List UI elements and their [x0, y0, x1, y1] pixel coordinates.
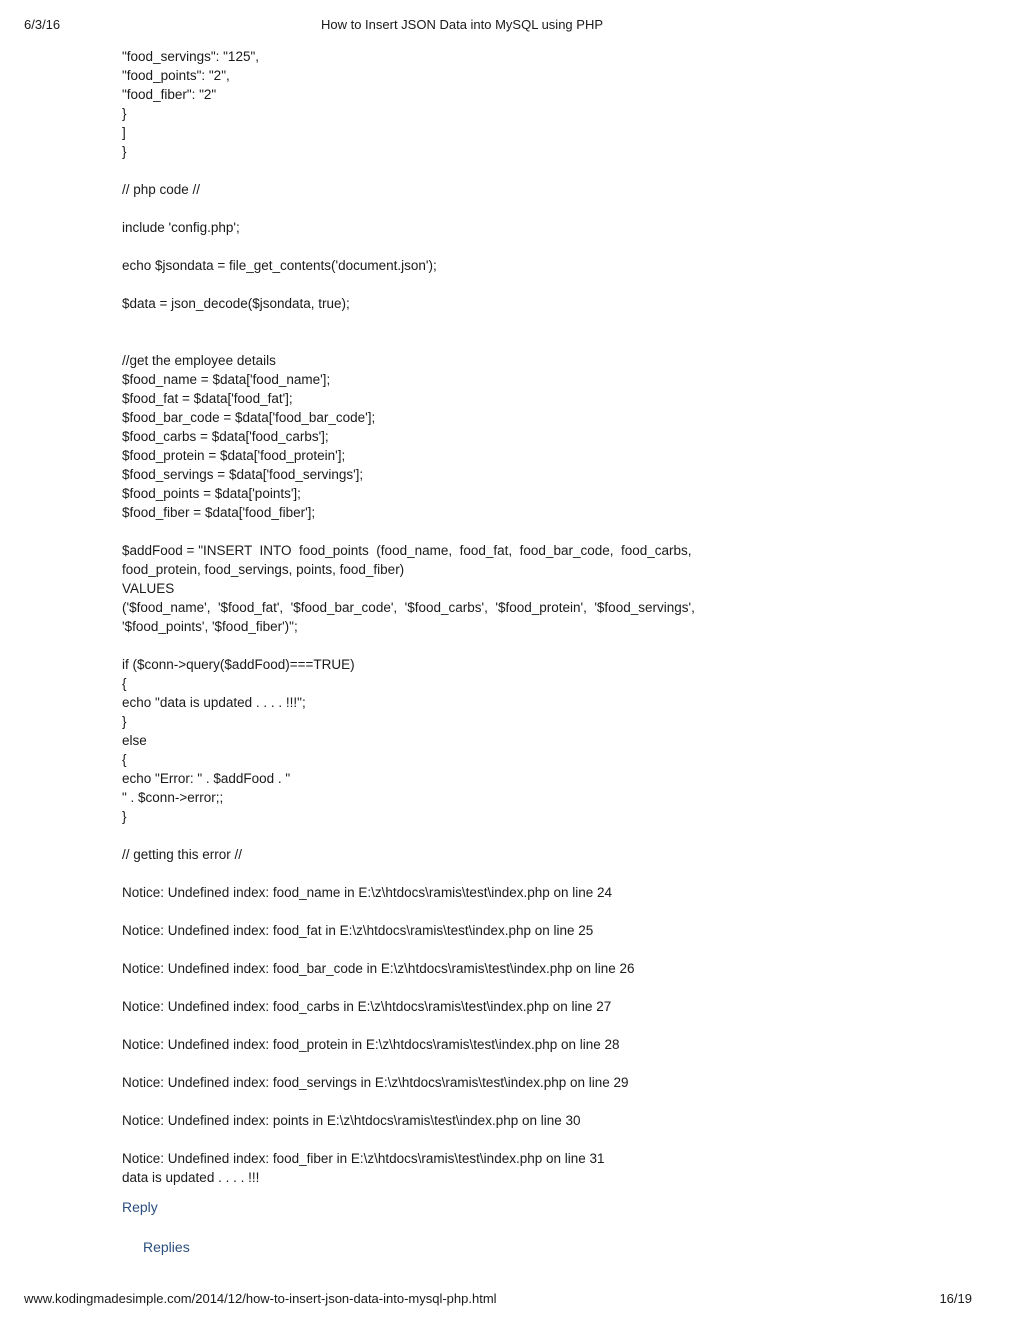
- page-title: How to Insert JSON Data into MySQL using PHP: [320, 17, 603, 32]
- blank-line: [122, 864, 762, 883]
- text-line: if ($conn->query($addFood)===TRUE): [122, 657, 355, 672]
- blank-line: [122, 940, 762, 959]
- text-line: Notice: Undefined index: food_carbs in E:\z\htdocs\ramis\test\index.php on line 27: [122, 999, 612, 1014]
- text-line: }: [122, 714, 127, 729]
- text-line: $food_points = $data['points'];: [122, 486, 301, 501]
- text-line: Notice: Undefined index: food_protein in E:\z\htdocs\ramis\test\index.php on line 28: [122, 1037, 620, 1052]
- blank-line: [122, 161, 762, 180]
- blank-line: [122, 902, 762, 921]
- page-number: 16/19: [939, 1291, 972, 1306]
- text-line: $addFood = "INSERT INTO food_points (food_name, food_fat, food_bar_code, food_carbs,: [122, 543, 692, 558]
- print-header: [0, 16, 1024, 34]
- text-line: {: [122, 752, 127, 767]
- text-line: // getting this error //: [122, 847, 243, 862]
- text-line: else: [122, 733, 147, 748]
- text-line: //get the employee details: [122, 353, 276, 368]
- text-line: $food_name = $data['food_name'];: [122, 372, 331, 387]
- blank-line: [122, 237, 762, 256]
- blank-line: [122, 332, 762, 351]
- blank-line: [122, 1092, 762, 1111]
- blank-line: [122, 313, 762, 332]
- text-line: Notice: Undefined index: food_fat in E:\z\htdocs\ramis\test\index.php on line 25: [122, 923, 594, 938]
- blank-line: [122, 1130, 762, 1149]
- comment-body: [122, 47, 762, 1187]
- text-line: $food_fiber = $data['food_fiber'];: [122, 505, 316, 520]
- text-line: include 'config.php';: [122, 220, 240, 235]
- text-line: "food_points": "2",: [122, 68, 230, 83]
- text-line: "food_servings": "125",: [122, 49, 259, 64]
- print-footer: [0, 1290, 1024, 1308]
- text-line: food_protein, food_servings, points, food_fiber): [122, 562, 405, 577]
- text-line: Notice: Undefined index: food_bar_code in E:\z\htdocs\ramis\test\index.php on line 26: [122, 961, 635, 976]
- print-date: 6/3/16: [24, 17, 61, 32]
- blank-line: [122, 522, 762, 541]
- text-line: data is updated . . . . !!!: [122, 1170, 260, 1185]
- text-line: }: [122, 106, 127, 121]
- text-line: $food_fat = $data['food_fat'];: [122, 391, 293, 406]
- text-line: Notice: Undefined index: points in E:\z\htdocs\ramis\test\index.php on line 30: [122, 1113, 581, 1128]
- blank-line: [122, 275, 762, 294]
- text-line: "food_fiber": "2": [122, 87, 217, 102]
- text-line: // php code //: [122, 182, 201, 197]
- text-line: " . $conn->error;;: [122, 790, 224, 805]
- page-url: www.kodingmadesimple.com/2014/12/how-to-insert-json-data-into-mysql-php.html: [24, 1291, 497, 1306]
- text-line: $food_servings = $data['food_servings'];: [122, 467, 364, 482]
- text-line: VALUES: [122, 581, 175, 596]
- text-line: echo $jsondata = file_get_contents('document.json');: [122, 258, 437, 273]
- reply-link[interactable]: Reply: [122, 1199, 158, 1215]
- text-line: }: [122, 144, 127, 159]
- text-line: ('$food_name', '$food_fat', '$food_bar_code', '$food_carbs', '$food_protein', '$food_servings',: [122, 600, 695, 615]
- blank-line: [122, 1016, 762, 1035]
- text-line: }: [122, 809, 127, 824]
- text-line: ]: [122, 125, 126, 140]
- text-line: {: [122, 676, 127, 691]
- blank-line: [122, 978, 762, 997]
- text-line: Notice: Undefined index: food_name in E:\z\htdocs\ramis\test\index.php on line 24: [122, 885, 613, 900]
- text-line: $food_protein = $data['food_protein'];: [122, 448, 346, 463]
- text-line: echo "data is updated . . . . !!!";: [122, 695, 306, 710]
- blank-line: [122, 199, 762, 218]
- text-line: Notice: Undefined index: food_servings in E:\z\htdocs\ramis\test\index.php on line 29: [122, 1075, 629, 1090]
- blank-line: [122, 636, 762, 655]
- text-line: $food_bar_code = $data['food_bar_code'];: [122, 410, 376, 425]
- blank-line: [122, 1054, 762, 1073]
- text-line: Notice: Undefined index: food_fiber in E:\z\htdocs\ramis\test\index.php on line 31: [122, 1151, 605, 1166]
- blank-line: [122, 826, 762, 845]
- text-line: echo "Error: " . $addFood . ": [122, 771, 291, 786]
- text-line: $data = json_decode($jsondata, true);: [122, 296, 350, 311]
- text-line: $food_carbs = $data['food_carbs'];: [122, 429, 329, 444]
- replies-link[interactable]: Replies: [143, 1239, 190, 1255]
- text-line: '$food_points', '$food_fiber')";: [122, 619, 298, 634]
